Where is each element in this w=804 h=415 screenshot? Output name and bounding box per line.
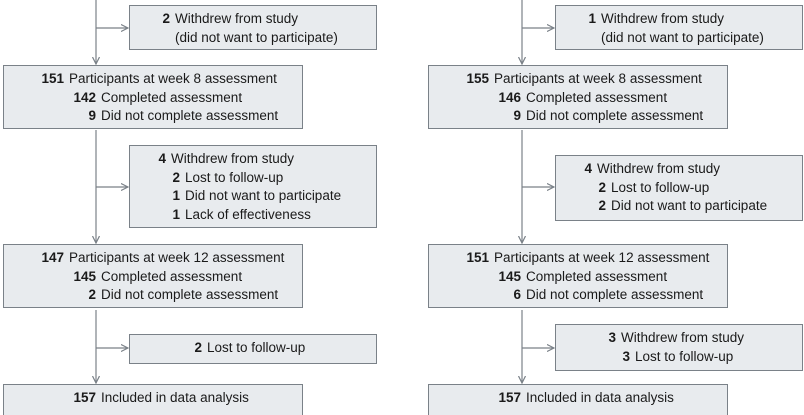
left-week8-incomplete-count: 9	[88, 108, 96, 123]
right-week8-completed-label: Completed assessment	[526, 89, 668, 105]
right-withdraw-box-1	[555, 5, 803, 50]
left-lost-count: 2	[194, 340, 202, 355]
left-withdraw2-row1-label: Lost to follow-up	[185, 169, 284, 185]
right-week8-incomplete-label: Did not complete assessment	[526, 108, 704, 123]
right-withdraw2-label: Withdrew from study	[597, 161, 721, 176]
right-withdraw1-reason: (did not want to participate)	[601, 29, 764, 45]
left-week8-incomplete-label: Did not complete assessment	[101, 108, 279, 123]
left-withdraw2-row3-count: 1	[172, 206, 180, 222]
right-week12-count: 151	[466, 250, 489, 265]
left-week12-box	[3, 244, 303, 308]
left-lost-box	[129, 334, 377, 364]
right-week12-incomplete-label: Did not complete assessment	[526, 287, 704, 302]
left-withdraw2-count: 4	[158, 151, 166, 166]
right-analysis-box	[428, 384, 728, 415]
right-week8-incomplete-count: 9	[513, 108, 521, 123]
right-withdraw3-label: Withdrew from study	[621, 330, 745, 345]
right-withdraw2-row2-count: 2	[598, 198, 606, 213]
left-withdraw2-row2-label: Did not want to participate	[185, 188, 342, 203]
left-lost-label: Lost to follow-up	[207, 340, 306, 355]
right-week12-box	[428, 244, 728, 308]
right-analysis-label: Included in data analysis	[526, 390, 674, 405]
right-withdraw1-label: Withdrew from study	[601, 11, 725, 26]
right-week8-count: 155	[466, 71, 489, 86]
left-analysis-count: 157	[73, 390, 96, 405]
left-week12-incomplete-label: Did not complete assessment	[101, 287, 279, 302]
right-withdraw2-row1-count: 2	[598, 179, 606, 195]
left-analysis-label: Included in data analysis	[101, 390, 249, 405]
left-week8-box	[3, 65, 303, 129]
left-week8-count: 151	[41, 71, 64, 86]
right-withdraw2-row1-label: Lost to follow-up	[611, 179, 710, 195]
right-withdraw2-count: 4	[584, 161, 592, 176]
left-week8-completed-count: 142	[73, 89, 96, 105]
left-withdraw1-reason: (did not want to participate)	[175, 29, 338, 45]
left-withdraw1-count: 2	[162, 11, 170, 26]
right-withdraw-box-2	[555, 155, 803, 221]
left-analysis-box	[3, 384, 303, 415]
left-withdraw2-row3-label: Lack of effectiveness	[185, 206, 311, 222]
left-week12-label: Participants at week 12 assessment	[69, 250, 285, 265]
left-week12-completed-count: 145	[73, 268, 96, 284]
right-withdraw1-count: 1	[588, 11, 596, 26]
left-week8-label: Participants at week 8 assessment	[69, 71, 277, 86]
right-week12-label: Participants at week 12 assessment	[494, 250, 710, 265]
right-analysis-count: 157	[498, 390, 521, 405]
left-withdraw1-label: Withdrew from study	[175, 11, 299, 26]
right-withdraw2-row2-label: Did not want to participate	[611, 198, 768, 213]
right-withdraw-box-3	[555, 324, 803, 371]
left-withdraw2-row1-count: 2	[172, 169, 180, 185]
right-week12-completed-label: Completed assessment	[526, 268, 668, 284]
right-week8-label: Participants at week 8 assessment	[494, 71, 702, 86]
right-week8-box	[428, 65, 728, 129]
right-withdraw3-count: 3	[608, 330, 616, 345]
left-week12-completed-label: Completed assessment	[101, 268, 243, 284]
right-withdraw3-row1-label: Lost to follow-up	[635, 348, 734, 364]
right-week8-completed-count: 146	[498, 89, 521, 105]
left-withdraw2-row2-count: 1	[172, 188, 180, 203]
right-week12-incomplete-count: 6	[513, 287, 521, 302]
right-withdraw3-row1-count: 3	[622, 348, 630, 364]
left-withdraw-box-2	[129, 145, 377, 228]
right-week12-completed-count: 145	[498, 268, 521, 284]
left-week8-completed-label: Completed assessment	[101, 89, 243, 105]
left-week12-count: 147	[41, 250, 64, 265]
left-withdraw-box-1	[129, 5, 377, 50]
left-week12-incomplete-count: 2	[88, 287, 96, 302]
left-withdraw2-label: Withdrew from study	[171, 151, 295, 166]
